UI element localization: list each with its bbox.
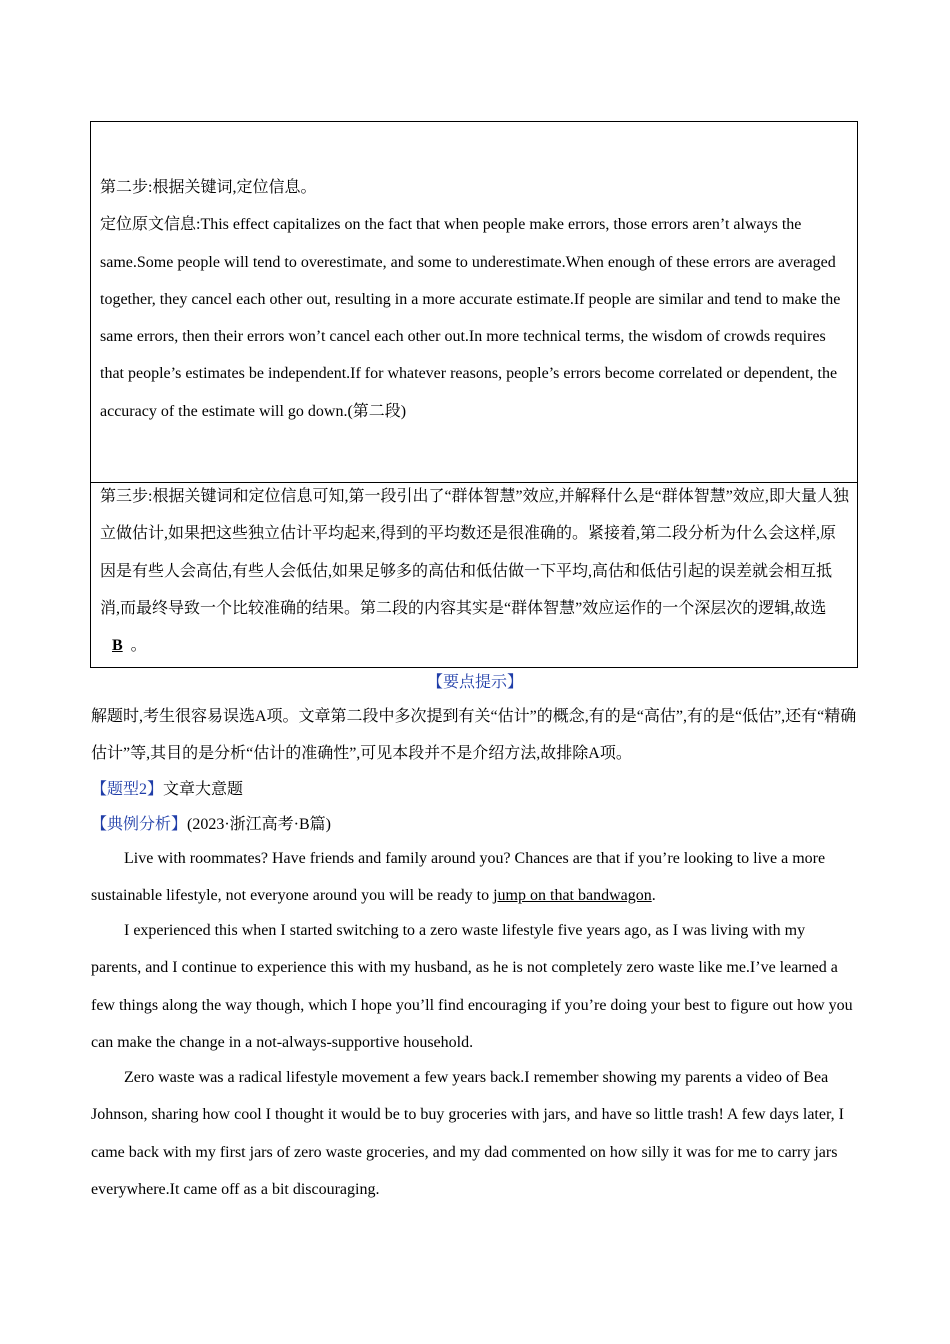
p1-text-b: . (651, 887, 656, 905)
type2-label: 【题型2】 (91, 781, 164, 798)
type2-line (91, 771, 859, 808)
p1-text-a: Live with roommates? Have friends and family around you? Chances are that if you’re looking to live a more sustainable lifestyle, not everyone around you will be ready to (91, 850, 826, 905)
passage-paragraph-2: I experienced this when I started switching to a zero waste lifestyle five years ago, as I was living with my parents, and I continue to experience this with my husband, as he is not completely zero waste like me.I’ve learned a few things along the way though, which I hope you’ll find encouraging if you’re doing your best to figure out how you can make the change in a not-always-supportive household. (91, 922, 853, 1051)
step2-title: 第二步:根据关键词,定位信息。 (100, 179, 317, 196)
passage-paragraph-3: Zero waste was a radical lifestyle movement a few years back.I remember showing my parents a video of Bea Johnson, sharing how cool I thought it would be to buy groceries with jars, and have so little trash! A few days later, I came back with my first jars of zero waste groceries, and my dad commented on how silly it was for me to carry jars everywhere.It came off as a bit discouraging. (91, 1069, 844, 1198)
example-line (91, 806, 859, 843)
locate-suffix: (第二段) (347, 402, 407, 420)
p1-underlined-phrase: jump on that bandwagon (493, 887, 652, 905)
example-label: 【典例分析】 (91, 816, 188, 833)
analysis-box-step3 (90, 482, 858, 668)
locate-text: This effect capitalizes on the fact that when people make errors, those errors aren’t always the same.Some people will tend to overestimate, and some to underestimate.When enough of these errors are averaged together, they cancel each other out, resulting in a more accurate estimate.If people are similar and tend to make the same errors, then their errors won’t cancel each other out.In more technical terms, the wisdom of crowds requires that people’s estimates be independent.If for whatever reasons, people’s errors become correlated or dependent, the accuracy of the estimate will go down. (100, 216, 841, 420)
step3-paragraph (100, 478, 849, 664)
analysis-box-step2 (90, 121, 858, 483)
tip-paragraph: 解题时,考生很容易误选A项。文章第二段中多次提到有关“估计”的概念,有的是“高估”,有的是“低估”,还有“精确估计”等,其目的是分析“估计的准确性”,可见本段并不是介绍方法,故排除A项。 (91, 708, 857, 763)
step3-text: 第三步:根据关键词和定位信息可知,第一段引出了“群体智慧”效应,并解释什么是“群体智慧”效应,即大量人独立做估计,如果把这些独立估计平均起来,得到的平均数还是很准确的。紧接着,第二段分析为什么会这样,原因是有些人会高估,有些人会低估,如果足够多的高估和低估做一下平均,高估和低估引起的误差就会相互抵消,而最终导致一个比较准确的结果。第二段的内容其实是“群体智慧”效应运作的一个深层次的逻辑,故选 (100, 488, 849, 617)
type2-text: 文章大意题 (163, 781, 244, 798)
tip-title: 【要点提示】 (426, 674, 523, 691)
step2-paragraph (100, 169, 849, 430)
passage-paragraph-1 (91, 840, 859, 915)
locate-label: 定位原文信息: (100, 216, 201, 234)
step3-end: 。 (130, 637, 147, 655)
answer-blank: B (112, 637, 123, 655)
example-source: (2023·浙江高考·B篇) (187, 816, 332, 833)
